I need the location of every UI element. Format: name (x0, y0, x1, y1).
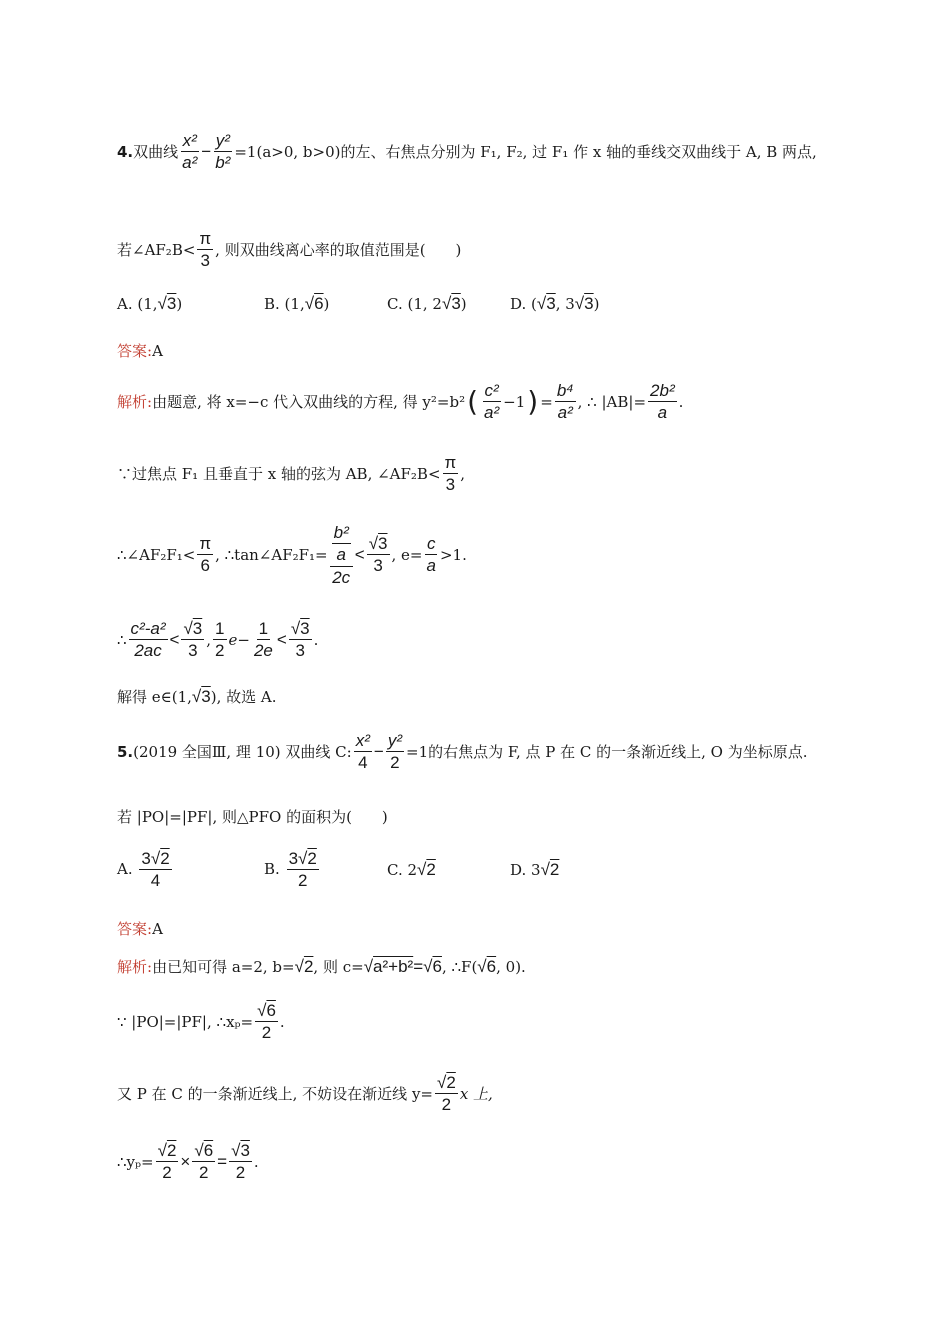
q4-option-d[interactable]: D. (√3, 3√3) (510, 294, 600, 313)
q4-frac-x: $\frac{\text{x²}}{\text{a²}}$ (182, 131, 198, 173)
q5-sol2: ∵ |PO|=|PF|, ∴xₚ= $\frac{√6}{2}$ . (117, 1001, 285, 1043)
q5-answer (117, 918, 163, 939)
q5-text-pre: (2019 全国Ⅲ, 理 10) 双曲线 C: (133, 743, 352, 762)
q4-sol-label: 解析: (117, 393, 153, 412)
q4-answer-label: 答案: (117, 342, 153, 360)
q4-frac-y: $\frac{\text{y²}}{\text{b²}}$ (215, 131, 231, 173)
q5-answer-value: A (152, 919, 163, 938)
q4-option-b[interactable]: B. (1,√6) (264, 294, 330, 313)
q4-sol3: ∴∠AF₂F₁< $\frac{\pi}{6}$ , ∴tan∠AF₂F₁= $\frac{\frac{\text{b²}}{a}}{2c}$ < $\frac{√3}{3}$ , e= $\frac{c}{a}$ >1. (117, 523, 467, 587)
q5-option-d[interactable]: D. 3√2 (510, 859, 560, 879)
q4-sol1: 解析: 由题意, 将 x=−c 代入双曲线的方程, 得 y²=b² ( $\frac{\text{c²}}{\text{a²}}$ −1 ) = $\frac{\text{b⁴}}{\text{a²}}$ , ∴ |AB|= $\frac{\text{2b²}}{a}$ . (117, 381, 684, 423)
q4-text-pre: 双曲线 (133, 143, 179, 162)
q5-number: 5. (117, 742, 134, 761)
q5-line1: 5. (2019 全国Ⅲ, 理 10) 双曲线 C: $\frac{\text{x²}}{4}$ − $\frac{\text{y²}}{2}$ =1 的右焦点为 F, 点 P 在 C 的一条渐近线上, O 为坐标原点. (117, 731, 808, 773)
q5-option-c[interactable]: C. 2√2 (387, 859, 436, 879)
q4-sol2: ∵过焦点 F₁ 且垂直于 x 轴的弦为 AB, ∠AF₂B< $\frac{\pi}{3}$ , (117, 453, 466, 495)
q4-line2 (117, 228, 461, 272)
q4-answer (117, 340, 163, 361)
q4-option-c[interactable]: C. (1, 2√3) (387, 294, 467, 313)
q4-line2-post: , 则双曲线离心率的取值范围是( ) (215, 241, 462, 260)
q5-answer-label: 答案: (117, 920, 153, 938)
q4-options (117, 294, 599, 314)
q5-line2: 若 |PO|=|PF|, 则△PFO 的面积为( ) (117, 808, 388, 826)
q4-option-a[interactable]: A. (1,√3) (117, 294, 183, 313)
q5-sol4: ∴yₚ= $\frac{√2}{2}$ × $\frac{√6}{2}$ = $\frac{√3}{2}$ . (117, 1141, 259, 1183)
q5-sol-label: 解析: (117, 958, 153, 976)
q4-line1: 4. 双曲线 $\frac{\text{x²}}{\text{a²}}$ − $\frac{\text{y²}}{\text{b²}}$ =1 (a>0, b>0) 的左、右焦点分别为 F₁, F₂, 过 F₁ 作 x 轴的垂线交双曲线于 A, B 两点, (117, 131, 817, 173)
q5-sol1: 解析: 由已知可得 a=2, b= √2 , 则 c= √a²+b² = √6 , ∴F( √6 , 0). (117, 956, 526, 976)
q5-option-a[interactable]: A. $\frac{3√2}{4}$ (117, 849, 170, 891)
q5-sol3: 又 P 在 C 的一条渐近线上, 不妨设在渐近线 y= $\frac{√2}{2}$ x 上, (117, 1073, 493, 1115)
q4-sol5: 解得 e∈(1, √3 ), 故选 A. (117, 686, 277, 706)
q4-line2-pre: 若∠AF₂B< (117, 241, 196, 260)
q5-option-b[interactable]: B. $\frac{3√2}{2}$ (264, 849, 317, 891)
q4-text-post: 的左、右焦点分别为 F₁, F₂, 过 F₁ 作 x 轴的垂线交双曲线于 A, B 两点, (340, 143, 817, 162)
q5-text-post: 的右焦点为 F, 点 P 在 C 的一条渐近线上, O 为坐标原点. (428, 743, 808, 762)
q4-frac-pi3: $\frac{\pi}{3}$ (199, 229, 212, 271)
q5-options (117, 848, 559, 892)
q4-number: 4. (117, 142, 134, 161)
q4-answer-value: A (152, 341, 163, 360)
q4-cond: (a>0, b>0) (256, 142, 341, 161)
q4-eq-tail: =1 (234, 142, 257, 161)
q4-sol4: ∴ $\frac{\text{c²-a²}}{2ac}$ < $\frac{√3}{3}$ , $\frac{1}{2}$ e− $\frac{1}{2e}$ < $\frac{√3}{3}$ . (117, 619, 319, 661)
